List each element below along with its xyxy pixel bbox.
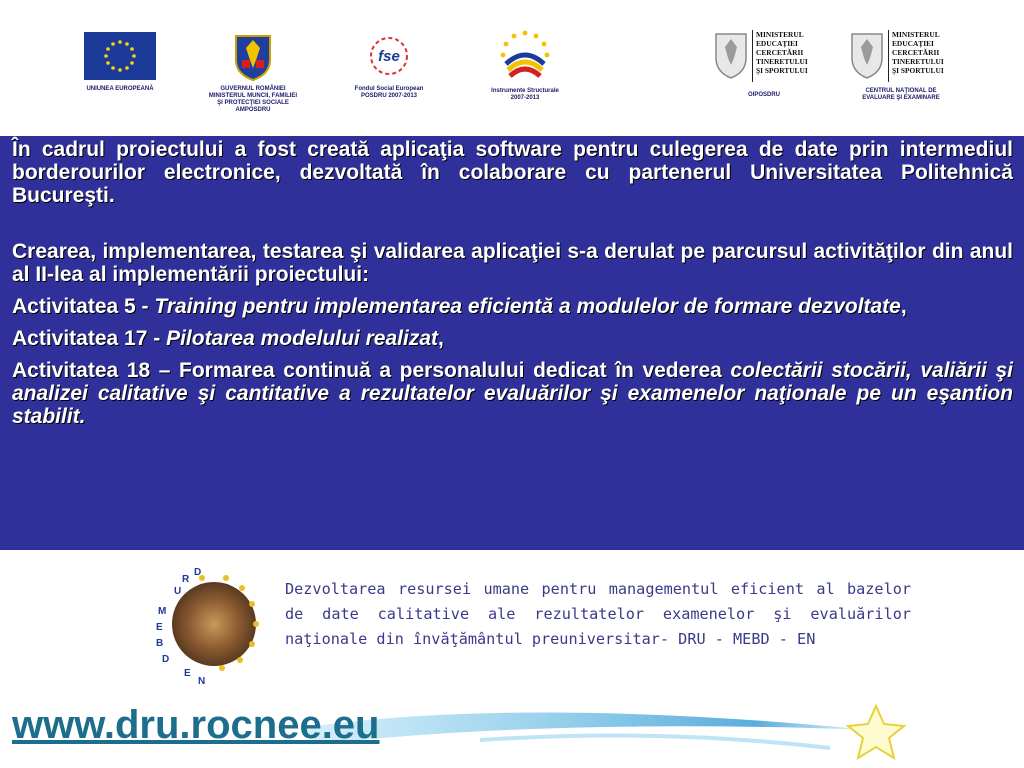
fse-caption <box>344 86 434 100</box>
eu-flag-logo <box>84 32 156 80</box>
ministry-logo <box>848 28 944 86</box>
activity-5-label: Activitatea 5 - <box>12 295 155 318</box>
project-title: Dezvoltarea resursei umane pentru managementul eficient al bazelor de date calitative ale rezultatelor examenelor şi evaluărilor naţionale din învăţământul preuniversitar- DRU - MEBD - EN <box>285 580 911 648</box>
ministry-line: ŞI SPORTULUI <box>892 66 944 75</box>
eu-caption: UNIUNEA EUROPEANĂ <box>86 86 154 92</box>
logo-letter: E <box>184 668 191 679</box>
ministry-divider <box>888 30 889 82</box>
cne-caption-line: EVALUARE ŞI EXAMINARE <box>862 95 940 101</box>
logo-letter: D <box>194 567 202 578</box>
logo-letter: R <box>182 574 190 585</box>
content-text <box>12 138 1013 428</box>
ministry-line: ŞI SPORTULUI <box>756 66 808 75</box>
ministry-name <box>756 30 812 75</box>
logo-letter: N <box>198 676 206 686</box>
ministry-logo <box>712 28 808 86</box>
star-icon <box>848 706 904 758</box>
fse-caption-line: POSDRU 2007-2013 <box>360 93 418 99</box>
ministry-line: EDUCAŢIEI <box>892 39 934 48</box>
is-caption-line: Instrumente Structurale <box>491 88 559 94</box>
cne-caption-line: CENTRUL NAŢIONAL DE <box>865 88 937 94</box>
activity-5 <box>12 295 1013 318</box>
structural-instruments-caption <box>478 88 572 102</box>
ministry-line: MINISTERUL <box>756 30 804 39</box>
gov-caption-line: ŞI PROTECŢIEI SOCIALE <box>217 100 289 106</box>
activity-17 <box>12 327 1013 350</box>
fse-logo-icon <box>364 32 414 80</box>
activity-18-label: Activitatea 18 – Formarea continuă a personalului dedicat în vederea <box>12 359 731 382</box>
eu-stars-icon <box>84 32 156 80</box>
activity-5-suffix: , <box>900 295 907 318</box>
paragraph-implementation: Crearea, implementarea, testarea şi validarea aplicaţiei s-a derulat pe parcursul activităţilor din anul al II-lea al implementării proiectului: <box>12 240 1013 286</box>
gov-caption-line: AMPOSDRU <box>235 107 271 113</box>
website-link[interactable]: www.dru.rocnee.eu <box>12 703 380 747</box>
dru-mebd-en-logo <box>152 566 272 686</box>
structural-instruments-logo-icon <box>498 28 552 82</box>
ministry-line: EDUCAŢIEI <box>756 39 798 48</box>
ministry-line: CERCETĂRII <box>756 48 804 57</box>
gov-caption-line: MINISTERUL MUNCII, FAMILIEI <box>208 93 298 99</box>
ministry-line: MINISTERUL <box>892 30 940 39</box>
is-caption-line: 2007-2013 <box>510 95 540 101</box>
ministry-line: TINERETULUI <box>892 57 944 66</box>
logo-letter: E <box>156 622 163 633</box>
government-caption <box>198 86 308 114</box>
ministry-line: TINERETULUI <box>756 57 808 66</box>
fse-caption-line: Fondul Social European <box>354 86 424 92</box>
oiposdru-caption: OIPOSDRU <box>747 92 780 98</box>
ministry-name <box>892 30 948 75</box>
ministry-divider <box>752 30 753 82</box>
activity-5-title: Training pentru implementarea eficientă a modulelor de formare dezvoltate <box>154 295 901 318</box>
activity-17-title: Pilotarea modelului realizat <box>166 327 438 350</box>
logo-letter: D <box>162 654 170 665</box>
gov-caption-line: GUVERNUL ROMÂNIEI <box>220 86 286 92</box>
logo-letter: U <box>174 586 182 597</box>
activity-18-title: colectării stocării, valiării şi analizei calitative şi cantitative a rezultatelor evaluărilor şi examenelor naţionale pe un eşantion stabilit. <box>12 359 1013 428</box>
romania-coat-of-arms-icon <box>232 30 274 82</box>
ministry-crest-icon <box>848 30 886 80</box>
activity-18 <box>12 359 1013 428</box>
ministry-line: CERCETĂRII <box>892 48 940 57</box>
logo-letter: M <box>158 606 167 617</box>
activity-17-suffix: , <box>438 327 444 350</box>
logo-letter: B <box>156 638 164 649</box>
activity-17-label: Activitatea 17 - <box>12 327 167 350</box>
cne-caption <box>846 88 956 102</box>
fse-logo-text: fse <box>378 48 400 65</box>
paragraph-intro: În cadrul proiectului a fost creată aplicaţia software pentru culegerea de date prin intermediul borderourilor electronice, dezvoltată în colaborare cu partenerul Universitatea Politehnică Bucureşti. <box>12 138 1013 207</box>
crowd-photo-icon <box>172 582 256 666</box>
ministry-crest-icon <box>712 30 750 80</box>
